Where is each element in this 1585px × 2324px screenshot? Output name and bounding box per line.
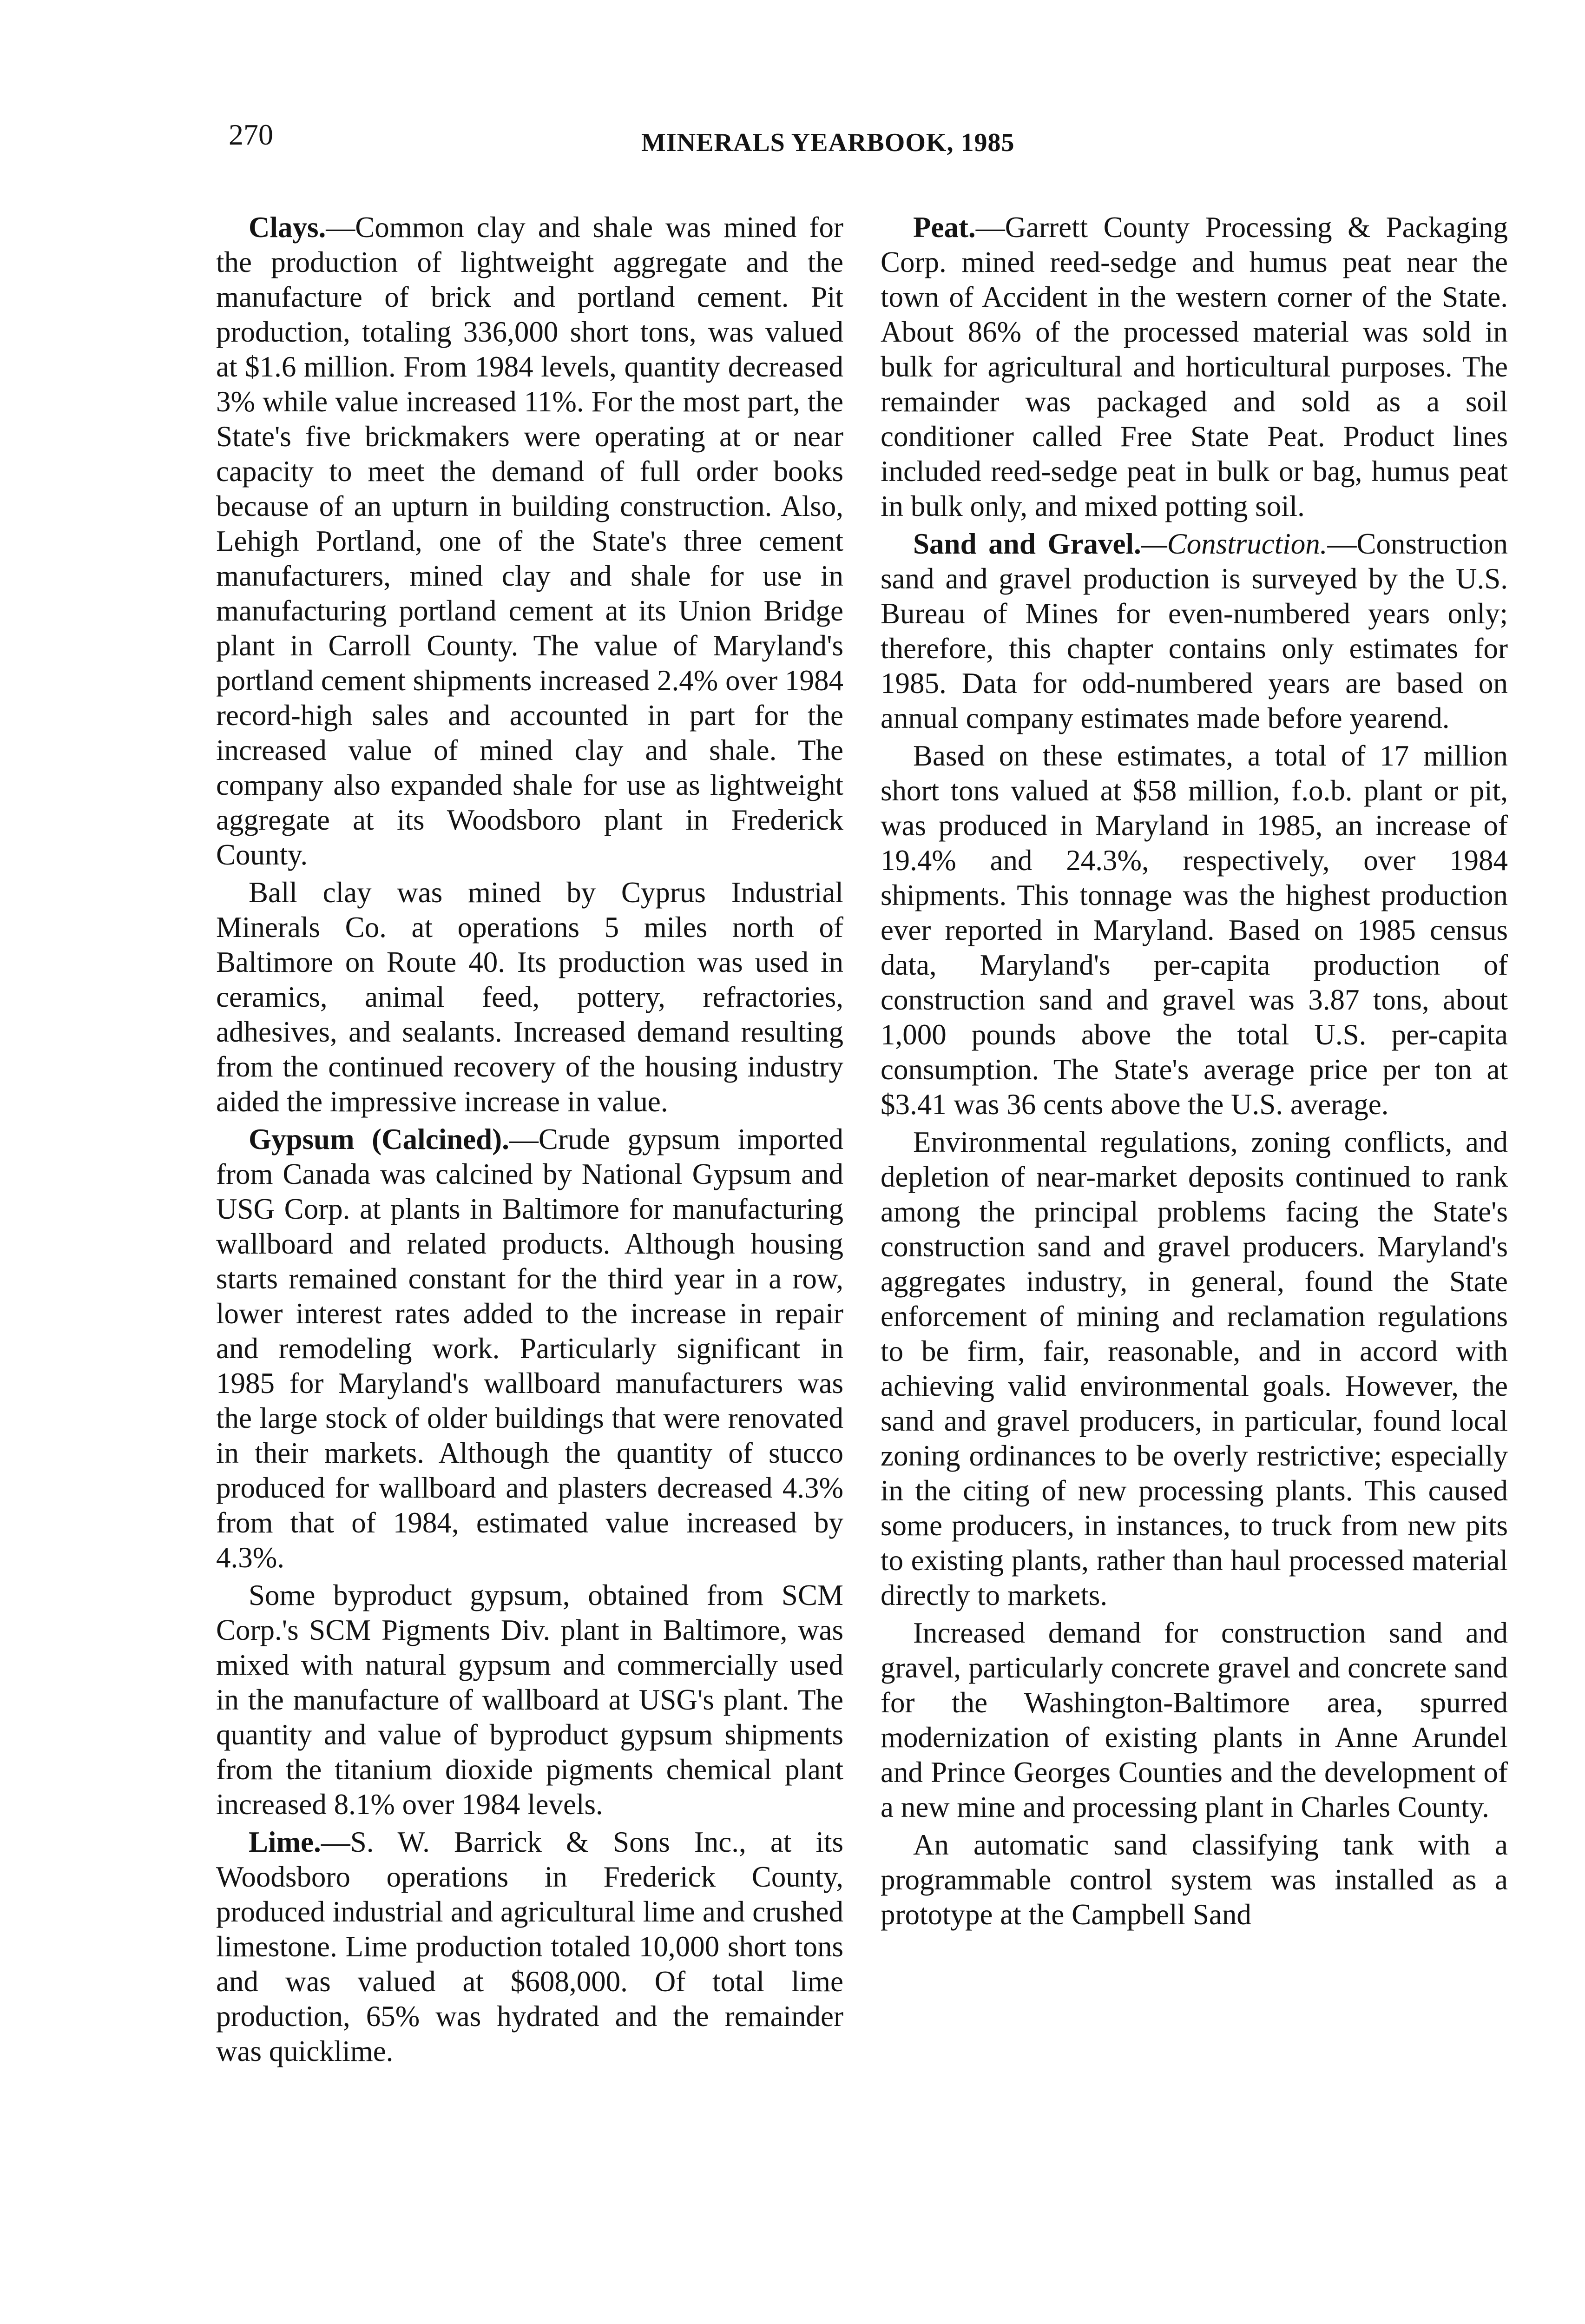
- page-number: 270: [229, 118, 273, 151]
- running-title: MINERALS YEARBOOK, 1985: [641, 128, 1015, 157]
- lime-paragraph: [216, 1825, 843, 2069]
- gypsum-text: —Crude gypsum imported from Canada was calcined by National Gypsum and USG Corp. at plants in Baltimore for manufacturing wallboard and related products. Although housing starts remained constant for the third year in a row, lower interest rates added to the increase in repair and remodeling work. Particularly significant in 1985 for Maryland's wallboard manufacturers was the large stock of older buildings that were renovated in their markets. Although the quantity of stucco produced for wallboard and plasters decreased 4.3% from that of 1984, estimated value increased by 4.3%.: [216, 1123, 844, 1574]
- gypsum-heading: Gypsum (Calcined).: [249, 1123, 509, 1155]
- sand-gravel-text: —Construction sand and gravel production is surveyed by the U.S. Bureau of Mines for even-numbered years only; therefore, this chapter contains only estimates for 1985. Data for odd-numbered years are based on annual company estimates made before yearend.: [881, 528, 1508, 734]
- sand-gravel-heading: Sand and Gravel.: [913, 528, 1141, 560]
- peat-paragraph: [881, 210, 1508, 524]
- lime-text: —S. W. Barrick & Sons Inc., at its Woodsboro operations in Frederick County, produced industrial and agricultural lime and crushed limestone. Lime production totaled 10,000 short tons and was valued at $608,000. Of total lime production, 65% was hydrated and the remainder was quicklime.: [216, 1826, 843, 2067]
- sand-gravel-paragraph: [881, 527, 1508, 736]
- clays-paragraph: [216, 210, 843, 872]
- clays-text: —Common clay and shale was mined for the production of lightweight aggregate and the manufacture of brick and portland cement. Pit production, totaling 336,000 short tons, was valued at $1.6 million. From 1984 levels, quantity decreased 3% while value increased 11%. For the most part, the State's five brickmakers were operating at or near capacity to meet the demand of full order books because of an upturn in building construction. Also, Lehigh Portland, one of the State's three cement manufacturers, mined clay and shale for use in manufacturing portland cement at its Union Bridge plant in Carroll County. The value of Maryland's portland cement shipments increased 2.4% over 1984 record-high sales and accounted in part for the increased value of mined clay and shale. The company also expanded shale for use as lightweight aggregate at its Woodsboro plant in Frederick County.: [216, 211, 843, 871]
- byproduct-gypsum-paragraph: Some byproduct gypsum, obtained from SCM Corp.'s SCM Pigments Div. plant in Baltimore, was mixed with natural gypsum and commercially used in the manufacture of wallboard at USG's plant. The quantity and value of byproduct gypsum shipments from the titanium dioxide pigments chemical plant increased 8.1% over 1984 levels.: [216, 1579, 843, 1821]
- lime-heading: Lime.: [249, 1826, 321, 1858]
- clays-heading: Clays.: [249, 211, 326, 244]
- demand-paragraph: Increased demand for construction sand and gravel, particularly concrete gravel and concrete sand for the Washington-Baltimore area, spurred modernization of existing plants in Anne Arundel and Prince Georges Counties and the development of a new mine and processing plant in Charles County.: [881, 1617, 1508, 1823]
- ball-clay-paragraph: Ball clay was mined by Cyprus Industrial Minerals Co. at operations 5 miles north of Baltimore on Route 40. Its production was used in ceramics, animal feed, pottery, refractories, adhesives, and sealants. Increased demand resulting from the continued recovery of the housing industry aided the impressive increase in value.: [216, 876, 843, 1118]
- environment-paragraph: Environmental regulations, zoning conflicts, and depletion of near-market deposits continued to rank among the principal problems facing the State's construction sand and gravel producers. Maryland's aggregates industry, in general, found the State enforcement of mining and reclamation regulations to be firm, fair, reasonable, and in accord with achieving valid environmental goals. However, the sand and gravel producers, in particular, found local zoning ordinances to be overly restrictive; especially in the citing of new processing plants. This caused some producers, in instances, to truck from new pits to existing plants, rather than haul processed material directly to markets.: [881, 1126, 1508, 1611]
- right-column: [881, 210, 1508, 1935]
- automatic-paragraph: An automatic sand classifying tank with a programmable control system was installed as a prototype at the Campbell Sand: [881, 1829, 1508, 1931]
- gypsum-paragraph: [216, 1122, 843, 1575]
- peat-heading: Peat.: [913, 211, 976, 244]
- peat-text: —Garrett County Processing & Packaging Corp. mined reed-sedge and humus peat near the town of Accident in the western corner of the State. About 86% of the processed material was sold in bulk for agricultural and horticultural purposes. The remainder was packaged and sold as a soil conditioner called Free State Peat. Product lines included reed-sedge peat in bulk or bag, humus peat in bulk only, and mixed potting soil.: [881, 211, 1508, 522]
- estimates-paragraph: Based on these estimates, a total of 17 million short tons valued at $58 million, f.o.b. plant or pit, was produced in Maryland in 1985, an increase of 19.4% and 24.3%, respectively, over 1984 shipments. This tonnage was the highest production ever reported in Maryland. Based on 1985 census data, Maryland's per-capita production of construction sand and gravel was 3.87 tons, about 1,000 pounds above the total U.S. per-capita consumption. The State's average price per ton at $3.41 was 36 cents above the U.S. average.: [881, 739, 1508, 1121]
- construction-subheading: —Construction.: [1141, 528, 1328, 560]
- left-column: [216, 210, 843, 2072]
